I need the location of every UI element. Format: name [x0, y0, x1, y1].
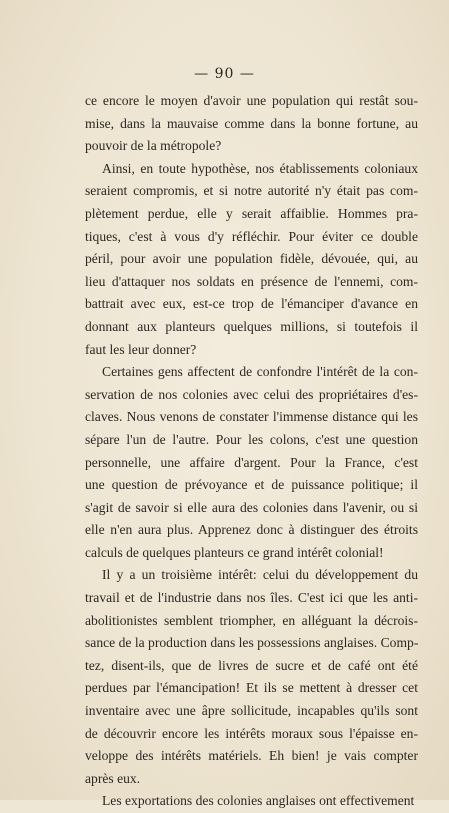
- text-line: travail et de l'industrie dans nos îles. C'est ici que les anti-: [85, 590, 418, 606]
- text-line: battrait avec eux, est-ce trop de l'émanciper d'avance en: [85, 296, 418, 312]
- text-line: calculs de quelques planteurs ce grand intérêt colonial!: [85, 544, 384, 560]
- page-number: — 90 —: [194, 66, 255, 82]
- body-text: [85, 90, 418, 813]
- text-line: abolitionistes semblent triompher, en alléguant la décrois-: [85, 612, 418, 628]
- text-line: claves. Nous venons de constater l'immense distance qui les: [85, 409, 418, 425]
- text-line: s'agit de savoir si elle aura des colonies dans l'avenir, ou si: [85, 499, 418, 515]
- text-line: servation de nos colonies avec celui des propriétaires d'es-: [85, 386, 418, 402]
- paragraph: [85, 790, 418, 813]
- text-line: tez, disent-ils, que de livres de sucre et de café ont été: [85, 657, 418, 673]
- text-line: Les exportations des colonies anglaises ont effectivement: [102, 793, 415, 809]
- text-line: Il y a un troisième intérêt: celui du développement du: [102, 567, 418, 583]
- text-line: après eux.: [85, 770, 141, 786]
- text-line: faut les leur donner?: [85, 341, 197, 357]
- text-line: lieu d'attaquer nos soldats en présence de l'ennemi, com-: [85, 273, 418, 289]
- text-line: elle n'en aura plus. Apprenez donc à distinguer des étroits: [85, 522, 418, 538]
- text-line: ce encore le moyen d'avoir une population qui restât sou-: [85, 93, 418, 108]
- text-line: personnelle, une affaire d'argent. Pour la France, c'est: [85, 454, 418, 470]
- text-line: sépare l'un de l'autre. Pour les colons, c'est une question: [85, 431, 418, 447]
- paragraph: [85, 361, 418, 564]
- text-line: donnant aux planteurs quelques millions, si toutefois il: [85, 318, 418, 334]
- text-line: perdues par l'émancipation! Et ils se mettent à dresser cet: [85, 680, 418, 696]
- text-line: seraient compromis, et si notre autorité n'y était pas com-: [85, 183, 418, 199]
- text-line: inventaire avec une âpre sollicitude, incapables qu'ils sont: [85, 703, 418, 719]
- text-line: Certaines gens affectent de confondre l'intérêt de la con-: [102, 364, 418, 380]
- text-line: tiques, c'est à vous d'y réfléchir. Pour éviter ce double: [85, 228, 418, 244]
- paragraph: [85, 158, 418, 361]
- text-line: Ainsi, en toute hypothèse, nos établissements coloniaux: [102, 160, 418, 176]
- text-line: veloppe des intérêts matériels. Eh bien! je vais compter: [85, 748, 418, 764]
- text-line: mise, dans la mauvaise comme dans la bonne fortune, au: [85, 115, 418, 131]
- text-line: une question de prévoyance et de puissance politique; il: [85, 477, 418, 493]
- text-line: péril, pour avoir une population fidèle, dévouée, qui, au: [85, 251, 418, 267]
- text-line: sance de la production dans les possessions anglaises. Comp-: [85, 635, 419, 651]
- text-line: de découvrir encore les intérêts moraux sous l'épaisse en-: [85, 725, 418, 741]
- paragraph: [85, 90, 418, 158]
- text-line: pouvoir de la métropole?: [85, 138, 222, 154]
- paragraph: [85, 564, 418, 790]
- text-line: plètement perdue, elle y serait affaiblie. Hommes pra-: [85, 205, 418, 221]
